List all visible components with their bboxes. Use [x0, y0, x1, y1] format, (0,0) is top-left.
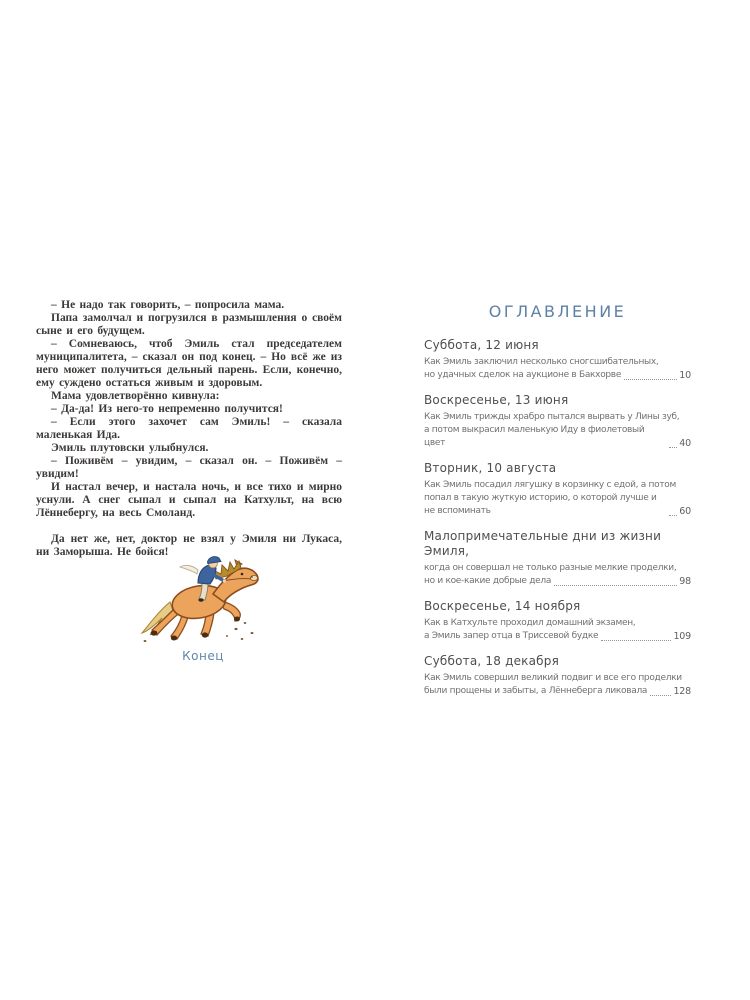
toc-entry-description: Как Эмиль заключил несколько сногсшибательных, [424, 357, 659, 367]
story-paragraph: Да нет же, нет, доктор не взял у Эмиля ни Лукаса, ни Заморыша. Не бойся! [36, 533, 342, 558]
toc-entry [424, 338, 691, 382]
left-page [36, 299, 342, 559]
toc-entry [424, 393, 691, 450]
dot-leader [669, 515, 677, 516]
story-paragraph: – Поживём – увидим, – сказал он. – Поживём – увидим! [36, 455, 342, 480]
toc-entry [424, 654, 691, 698]
toc-entry [424, 461, 691, 518]
toc-entry-description: когда он совершал не только разные мелкие проделки, [424, 563, 677, 573]
toc-entry-description: а Эмиль запер отца в Триссевой будке [424, 631, 599, 641]
toc-entry-lastline [424, 685, 691, 698]
toc-page-number: 60 [679, 506, 691, 517]
illustration-caption: Конец [182, 649, 224, 663]
toc-entry-heading: Малопримечательные дни из жизни Эмиля, [424, 529, 662, 558]
toc-entry-description: но и кое-какие добрые дела [424, 576, 552, 586]
story-paragraph: Мама удовлетворённо кивнула: [51, 390, 220, 402]
toc-entry-description: а потом выкрасил маленькую Иду в фиолетовый цвет [424, 425, 645, 448]
toc-entry-lastline [424, 492, 691, 518]
toc-entry-heading: Воскресенье, 14 ноября [424, 599, 581, 613]
toc-entry-lastline [424, 369, 691, 382]
toc-page-number: 40 [679, 438, 691, 449]
toc-entry-description: Как в Катхульте проходил домашний экзамен, [424, 618, 636, 628]
dot-leader [601, 640, 671, 641]
toc-entry-heading: Суббота, 18 декабря [424, 654, 559, 668]
toc-entry-lastline [424, 630, 691, 643]
toc-page-number: 10 [679, 370, 691, 381]
story-paragraph: Эмиль плутовски улыбнулся. [51, 442, 209, 454]
toc-entry-lastline [424, 575, 691, 588]
toc-title: ОГЛАВЛЕНИЕ [488, 302, 627, 321]
toc-entry-description: Как Эмиль совершил великий подвиг и все его проделки [424, 673, 682, 683]
story-paragraph: – Не надо так говорить, – попросила мама. [51, 299, 285, 311]
dot-leader [669, 447, 677, 448]
toc-entry [424, 599, 691, 643]
toc-entry-description: были прощены и забыты, а Лённеберга ликовала [424, 686, 648, 696]
toc-entry-description: попал в такую жуткую историю, о которой лучше и не вспоминать [424, 493, 657, 516]
toc-entry-description: Как Эмиль посадил лягушку в корзинку с едой, а потом [424, 480, 676, 490]
toc-entry-description: Как Эмиль трижды храбро пытался вырвать у Лины зуб, [424, 412, 680, 422]
illustration-block [136, 554, 270, 663]
story-paragraph: – Сомневаюсь, чтоб Эмиль стал председателем муниципалитета, – сказал он под конец. – Но всё же из него может получиться дельный парень. Если, конечно, ему суждено остаться живым и здоровым. [36, 338, 342, 389]
story-text [36, 299, 342, 559]
toc-list [424, 338, 691, 698]
toc-page-number: 109 [673, 631, 691, 642]
right-page [424, 302, 691, 709]
dot-leader [624, 379, 677, 380]
toc-entry [424, 529, 691, 588]
story-paragraph: И настал вечер, и настала ночь, и все тихо и мирно уснули. А снег сыпал и сыпал на Катхульт, на всю Лённебергу, на весь Смоланд. [36, 481, 342, 519]
toc-entry-heading: Суббота, 12 июня [424, 338, 539, 352]
story-paragraph: Папа замолчал и погрузился в размышления о своём сыне и его будущем. [36, 312, 342, 337]
toc-entry-description: но удачных сделок на аукционе в Бакхорве [424, 370, 622, 380]
toc-entry-heading: Воскресенье, 13 июня [424, 393, 569, 407]
toc-page-number: 98 [679, 576, 691, 587]
toc-entry-lastline [424, 424, 691, 450]
dot-leader [650, 695, 671, 696]
story-paragraph: – Да-да! Из него-то непременно получится! [51, 403, 283, 415]
toc-entry-heading: Вторник, 10 августа [424, 461, 557, 475]
dot-leader [554, 585, 677, 586]
toc-page-number: 128 [673, 686, 691, 697]
story-paragraph: – Если этого захочет сам Эмиль! – сказала маленькая Ида. [36, 416, 342, 441]
emil-riding-horse-illustration [137, 554, 269, 646]
